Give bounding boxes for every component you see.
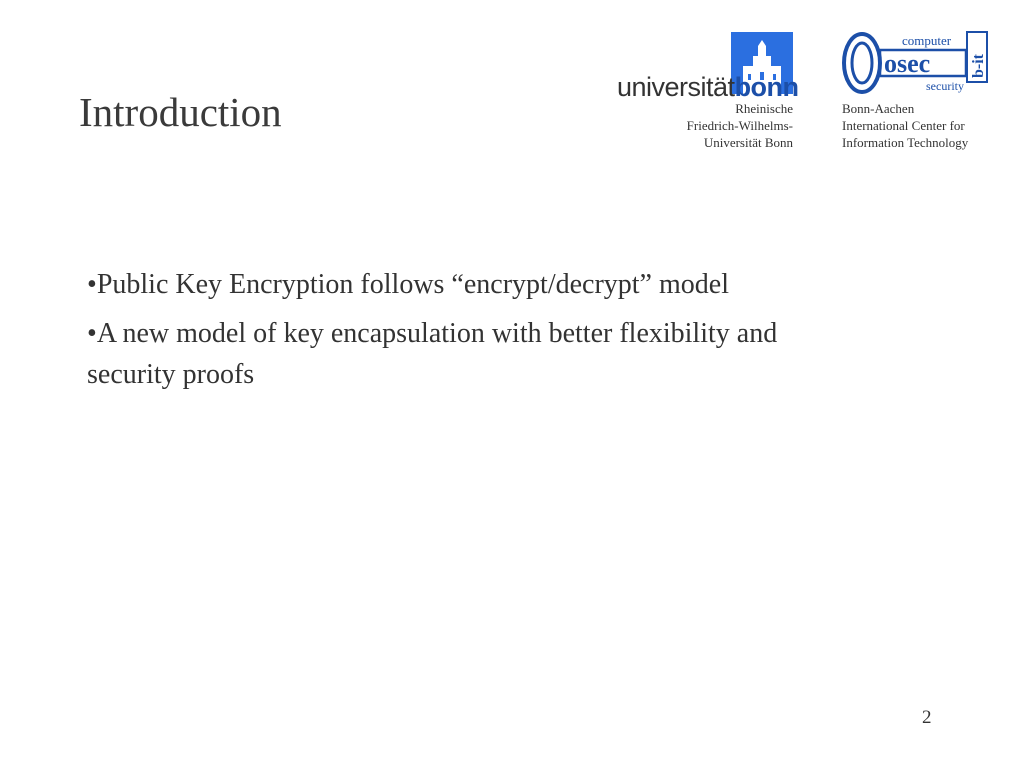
slide-title: Introduction	[79, 89, 282, 135]
bullet-marker: •	[87, 318, 97, 349]
cosec-subtitle	[842, 100, 968, 151]
bonn-subtitle	[687, 100, 793, 151]
cosec-badge	[840, 30, 990, 96]
cosec-side-word: b-it	[970, 54, 987, 78]
bullet-marker: •	[87, 269, 97, 300]
cosec-top-word: computer	[902, 33, 952, 48]
bonn-wordmark-prefix: universität	[617, 72, 735, 102]
bonn-subtitle-line: Rheinische	[735, 101, 793, 116]
bullet-item	[87, 264, 807, 305]
bonn-wordmark	[617, 74, 799, 101]
cosec-main-word: osec	[884, 49, 931, 78]
page-number: 2	[922, 707, 932, 728]
cosec-subtitle-line: International Center for	[842, 118, 965, 133]
bullet-text: Public Key Encryption follows “encrypt/decrypt” model	[96, 269, 729, 300]
cosec-bottom-word: security	[926, 79, 964, 93]
bullet-list	[87, 264, 807, 403]
cosec-subtitle-line: Bonn-Aachen	[842, 101, 915, 116]
bullet-item	[87, 313, 807, 395]
cosec-logo	[838, 30, 998, 156]
cosec-subtitle-line: Information Technology	[842, 135, 969, 150]
bullet-text: A new model of key encapsulation with better flexibility and security proofs	[87, 318, 778, 390]
bonn-wordmark-suffix: bonn	[734, 72, 799, 102]
university-bonn-logo	[617, 32, 799, 152]
bonn-subtitle-line: Friedrich-Wilhelms-	[686, 118, 793, 133]
bonn-subtitle-line: Universität Bonn	[703, 135, 793, 150]
